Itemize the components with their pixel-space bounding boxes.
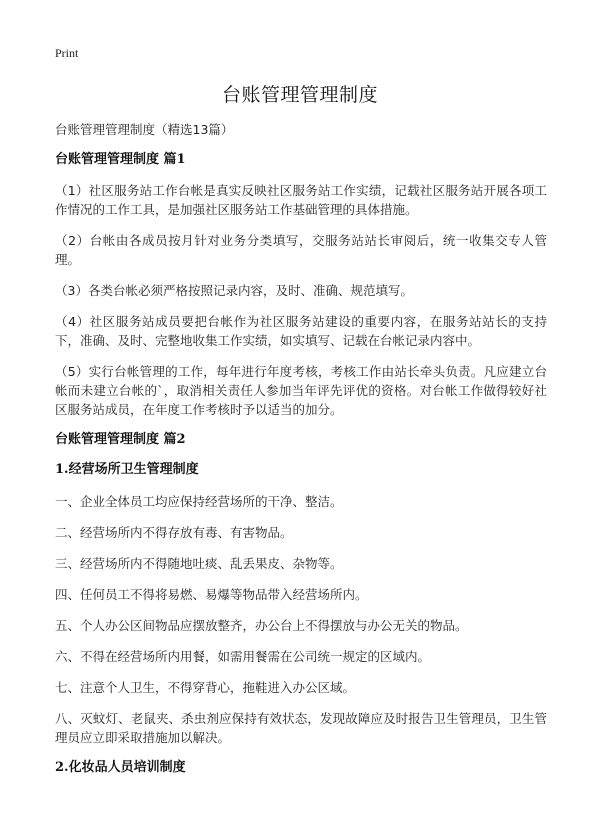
list-item-2: 二、经营场所内不得存放有毒、有害物品。 xyxy=(55,525,293,540)
list-item-7: 七、注意个人卫生，不得穿背心，拖鞋进入办公区域。 xyxy=(55,680,356,695)
page-title: 台账管理管理制度 xyxy=(221,84,378,106)
section-heading-2: 台账管理管理制度 篇2 xyxy=(55,432,186,447)
document-body xyxy=(55,121,547,790)
document-subtitle: 台账管理管理制度（精选13篇） xyxy=(55,122,234,137)
paragraph-1-2: （2）台帐由各成员按月针对业务分类填写，交服务站站长审阅后，统一收集交专人管理。 xyxy=(55,233,547,267)
list-item-5: 五、个人办公区间物品应摆放整齐，办公台上不得摆放与办公无关的物品。 xyxy=(55,618,468,633)
list-item-3: 三、经营场所内不得随地吐痰、乱丢果皮、杂物等。 xyxy=(55,556,343,571)
paragraph-1-5: （5）实行台帐管理的工作，每年进行年度考核，考核工作由站长牵头负责。凡应建立台帐而未建立台帐的`，取消相关责任人参加当年评先评优的资格。对台帐工作做得较好社区服务站成员，在年度工作考核时予以适当的加分。 xyxy=(55,364,547,417)
list-item-1: 一、企业全体员工均应保持经营场所的干净、整洁。 xyxy=(55,494,343,509)
print-label[interactable]: Print xyxy=(55,46,79,60)
section-heading-1: 台账管理管理制度 篇1 xyxy=(55,152,186,167)
list-item-8: 八、灭蚊灯、老鼠夹、杀虫剂应保持有效状态，发现故障应及时报告卫生管理员，卫生管理员应立即采取措施加以解决。 xyxy=(55,711,547,745)
subsection-heading-hygiene: 1.经营场所卫生管理制度 xyxy=(55,462,199,477)
paragraph-1-3: （3）各类台帐必须严格按照记录内容，及时、准确、规范填写。 xyxy=(55,283,413,298)
paragraph-1-1: （1）社区服务站工作台帐是真实反映社区服务站工作实绩，记载社区服务站开展各项工作情况的工作工具，是加强社区服务站工作基础管理的具体措施。 xyxy=(55,183,547,217)
list-item-4: 四、任何员工不得将易燃、易爆等物品带入经营场所内。 xyxy=(55,587,368,602)
paragraph-1-4: （4）社区服务站成员要把台帐作为社区服务站建设的重要内容，在服务站站长的支持下，准确、及时、完整地收集工作实绩，如实填写、记载在台帐记录内容中。 xyxy=(55,314,547,348)
subsection-heading-training: 2.化妆品人员培训制度 xyxy=(55,760,186,775)
list-item-6: 六、不得在经营场所内用餐，如需用餐需在公司统一规定的区域内。 xyxy=(55,649,431,664)
